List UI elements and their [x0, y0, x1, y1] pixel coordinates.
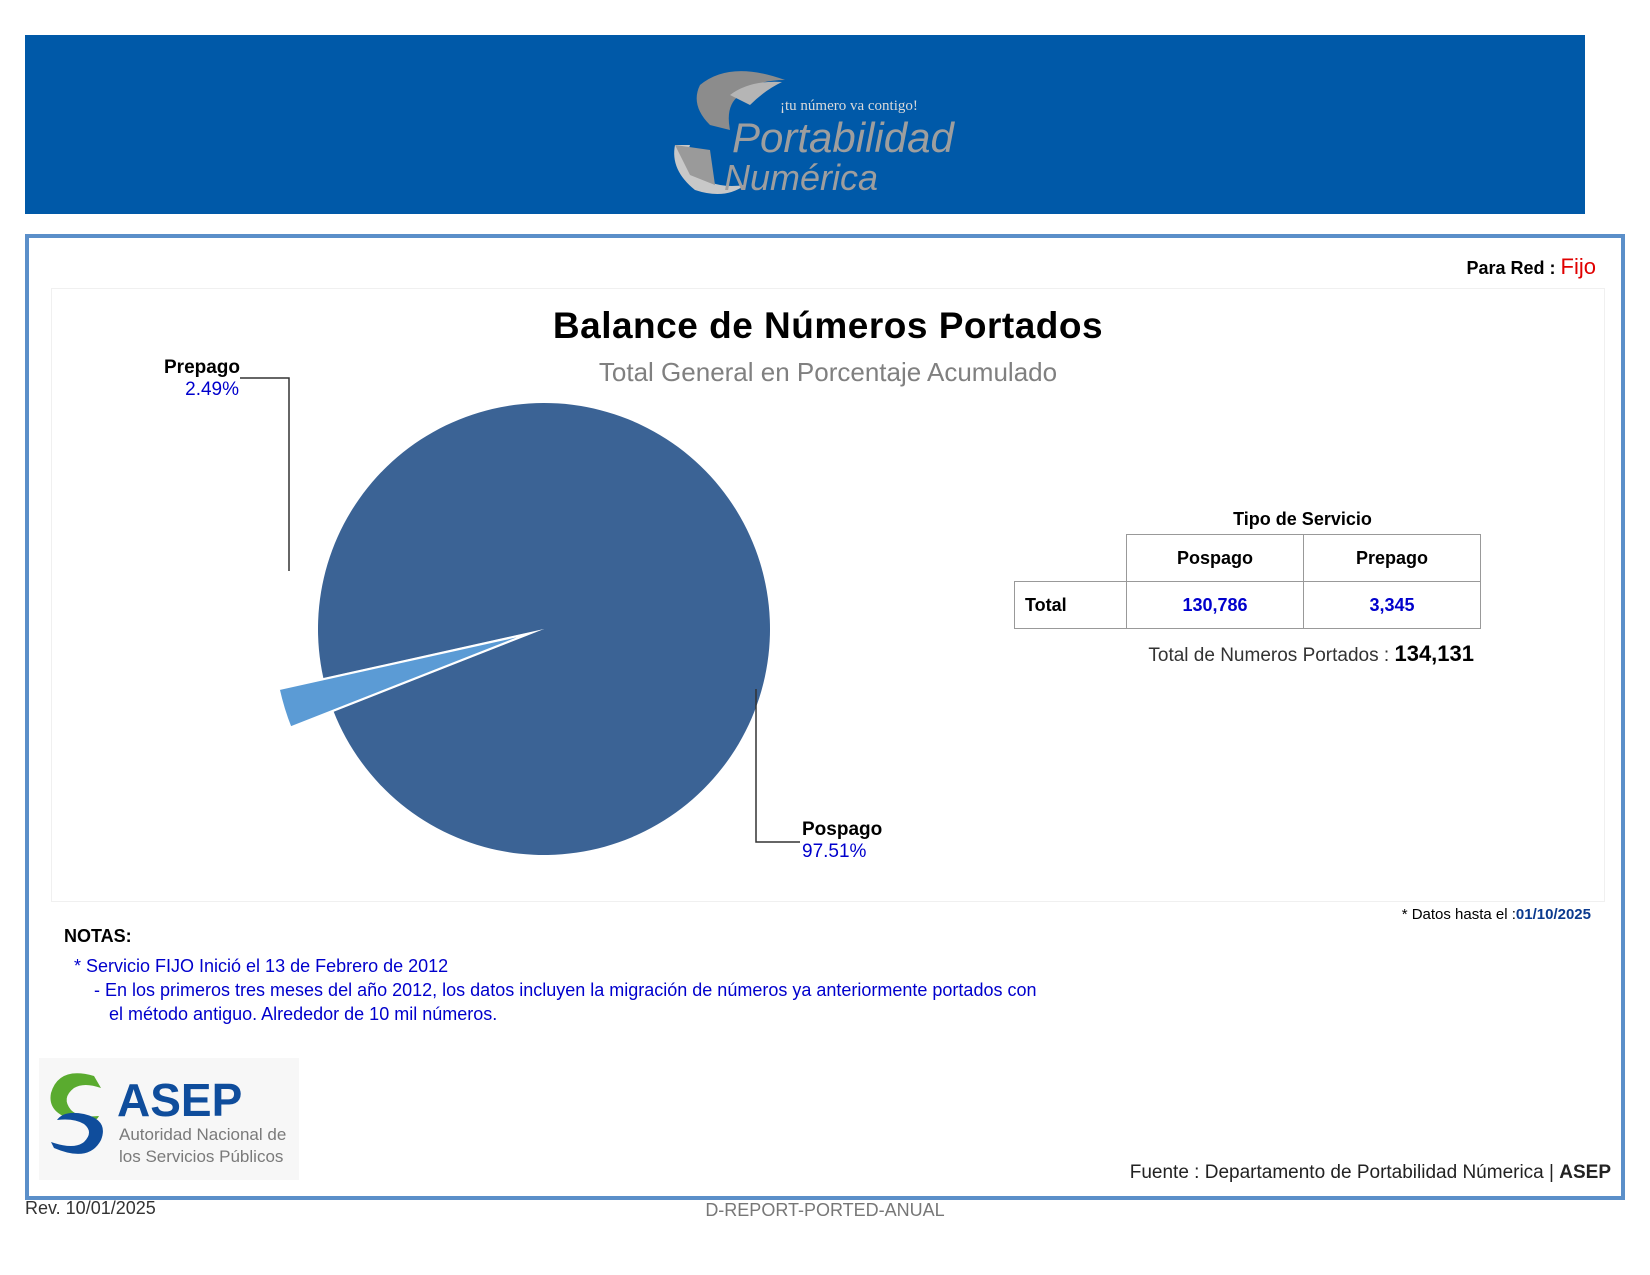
source-line	[1130, 1162, 1611, 1184]
slice-pct-pospago: 97.51%	[802, 841, 867, 862]
source-label: Fuente : Departamento de Portabilidad Númerica |	[1129, 1162, 1554, 1183]
logo-tagline: ¡tu número va contigo!	[780, 98, 918, 114]
service-table-caption: Tipo de Servicio	[1233, 509, 1372, 529]
grand-total	[1014, 641, 1474, 667]
asep-line-1: Autoridad Nacional de	[119, 1125, 287, 1144]
chart-subtitle: Total General en Porcentaje Acumulado	[598, 357, 1058, 387]
slice-name-pospago: Pospago	[802, 819, 883, 840]
grand-total-value: 134,131	[1394, 641, 1474, 666]
note-line-2: - En los primeros tres meses del año 2012, los datos incluyen la migración de números ya anteriormente portados con	[94, 980, 1037, 1000]
note-line-1: * Servicio FIJO Inició el 13 de Febrero de 2012	[74, 956, 449, 976]
data-date-value: 01/10/2025	[1515, 906, 1591, 923]
network-value: Fijo	[1560, 254, 1596, 279]
slice-label-prepago	[164, 357, 239, 401]
chart-area	[51, 288, 1605, 902]
asep-name: ASEP	[117, 1074, 243, 1126]
table-header-row	[1015, 535, 1481, 582]
leader-line-prepago	[240, 378, 289, 571]
portabilidad-logo	[670, 50, 990, 200]
table-col-pospago: Pospago	[1127, 535, 1304, 582]
table-col-prepago: Prepago	[1304, 535, 1481, 582]
network-separator: :	[1549, 258, 1556, 278]
table-cell-pospago: 130,786	[1127, 582, 1304, 629]
service-table	[1014, 509, 1481, 629]
service-table-grid	[1014, 534, 1481, 629]
network-label-text: Para Red	[1466, 258, 1545, 278]
network-label	[1466, 254, 1596, 280]
asep-line-2: los Servicios Públicos	[119, 1147, 284, 1166]
data-date-label: * Datos hasta el :	[1401, 906, 1516, 923]
logo-line-2: Numérica	[724, 157, 879, 198]
report-frame	[25, 234, 1625, 1200]
table-cell-prepago: 3,345	[1304, 582, 1481, 629]
slice-pct-prepago: 2.49%	[185, 379, 239, 400]
revision-date: Rev. 10/01/2025	[25, 1198, 156, 1218]
table-row-label: Total	[1015, 582, 1127, 629]
chart-title: Balance de Números Portados	[552, 305, 1104, 346]
header-banner	[25, 35, 1585, 214]
logo-line-1: Portabilidad	[732, 114, 954, 161]
slice-label-pospago	[802, 819, 882, 863]
slice-name-prepago: Prepago	[164, 357, 241, 378]
data-date	[1402, 906, 1591, 923]
pie-slice-pospago	[318, 403, 770, 855]
source-org: ASEP	[1559, 1162, 1611, 1183]
notes-title: NOTAS:	[64, 926, 132, 946]
grand-total-label: Total de Numeros Portados :	[1148, 645, 1390, 666]
leader-line-pospago	[756, 689, 800, 842]
document-id: D-REPORT-PORTED-ANUAL	[705, 1200, 945, 1220]
table-corner	[1015, 535, 1127, 582]
note-line-3: el método antiguo. Alrededor de 10 mil números.	[109, 1004, 498, 1024]
table-row	[1015, 582, 1481, 629]
asep-logo	[39, 1058, 299, 1180]
